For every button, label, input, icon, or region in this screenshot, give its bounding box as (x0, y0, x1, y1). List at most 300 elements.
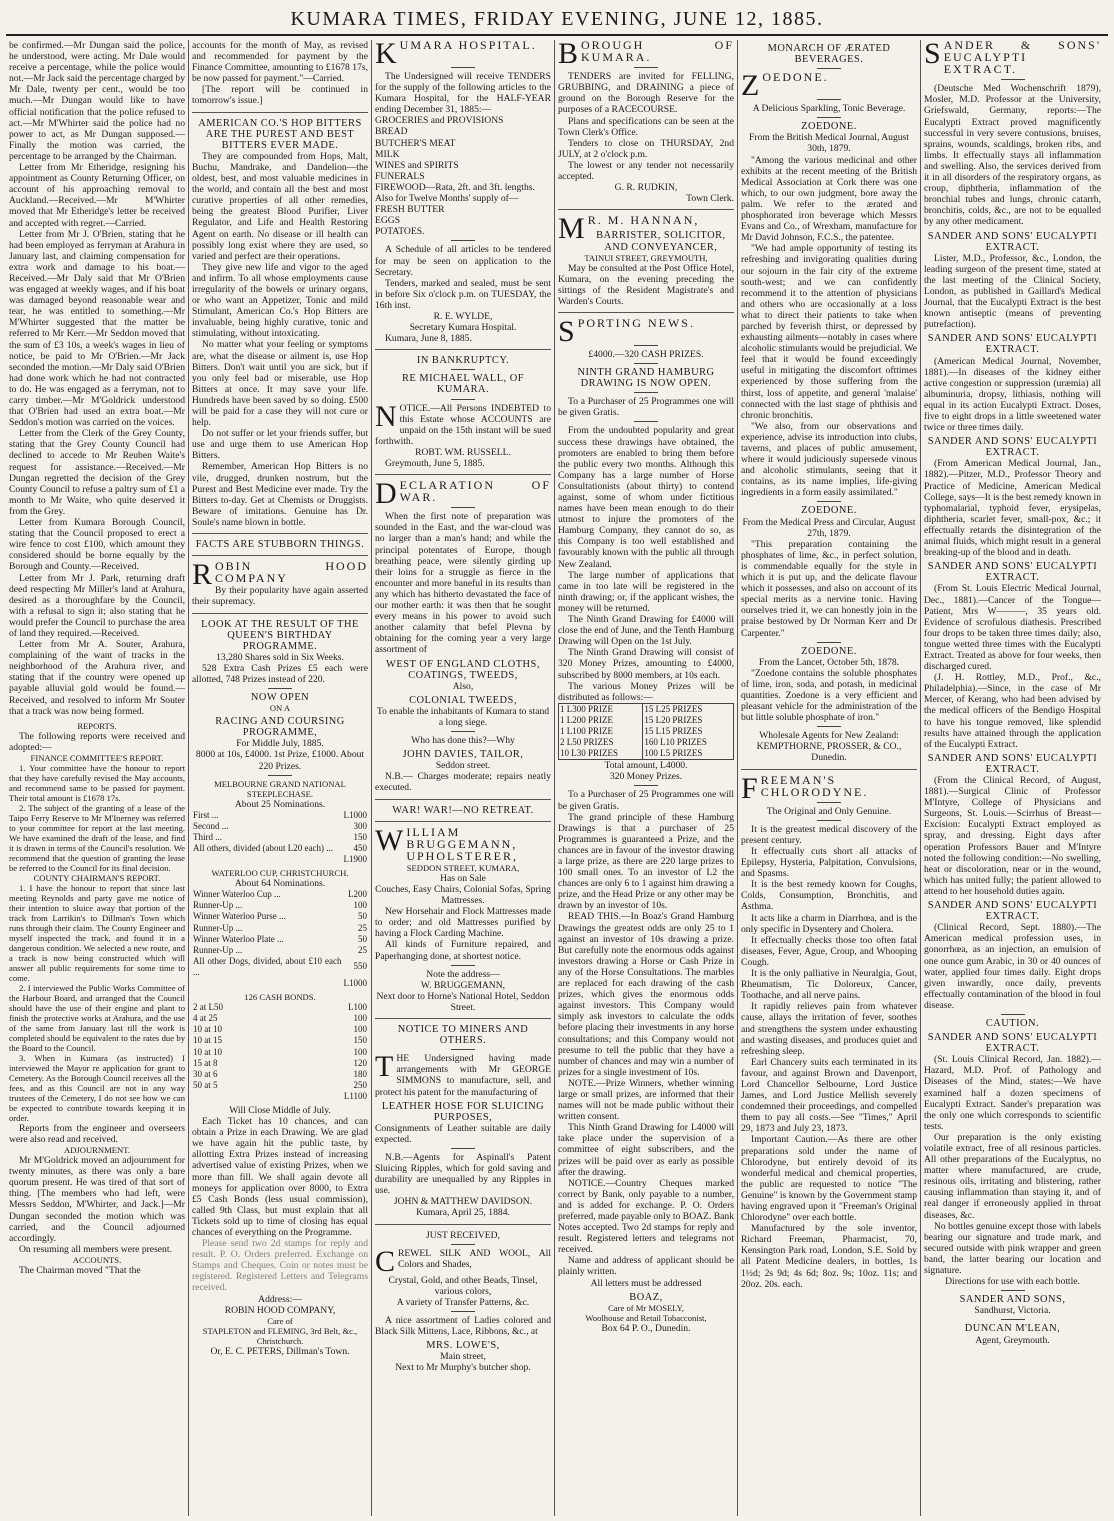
prize-value: 550 (353, 961, 367, 972)
freeman-p10: Manufactured by the sole inventor, Richard Freeman, Pharmacist, 70, Kensington Park road, London, S.E. Sold by all Patent Medicine dealers, in bottles, 1s 1½d; 2s 9d; 4s 6d; 8oz. 9s; 10oz. 11s; and 20oz. 20s. each. (741, 1223, 917, 1290)
drop-cap-r: R (192, 558, 213, 592)
short-rule (634, 345, 658, 346)
short-rule (451, 240, 475, 241)
hospital-item: EGGS (375, 215, 401, 227)
main-street: Main street, (440, 1351, 486, 1363)
newspaper-columns (6, 40, 1108, 1516)
bond-label: 2 at L50 (193, 1002, 223, 1013)
hamburg-p11: Name and address of applicant should be plainly written. (558, 1255, 734, 1278)
prize-total: L1000 (343, 978, 367, 989)
council-p1: be confirmed.—Mr Dungan said the police, he understood, were acting. Mr Dale would receive a percentage, while the police would not.—Mr Jack said the percentage charged by Mr Dale, twenty per cent., would be too much.—Mr Dungan would like to have official notification that the police refused to act.—Mr M'Whirter said the police had no power to act, as Mr Dungan supposed.—Finally the motion was carried, the percentage to be arranged by the Chairman. (9, 40, 185, 162)
hamburg-p5: The various Money Prizes will be distributed as follows:— (558, 680, 734, 703)
who-done: Who has done this?—Why (411, 735, 515, 747)
short-rule (451, 369, 475, 370)
hospital-item: BREAD (375, 126, 408, 138)
reports-intro: The following reports were received and adopted:— (9, 730, 185, 753)
table-row (192, 889, 368, 900)
hospital-item: FUNERALS (375, 170, 425, 182)
table-row (559, 748, 734, 760)
sander-heading: SANDER AND SONS' EUCALYPTI EXTRACT. (927, 900, 1098, 923)
council-p6: Letter from Mr J. Park, returning draft deed respecting Mr Miller's land at Arahura, desired as a thoroughfare by the Council, with a refusal to sign it; also stating that he would prefer the Council to purchase the area of land they required.—Received. (9, 572, 185, 639)
short-rule (451, 1148, 475, 1149)
sander-heading: SANDER AND SONS' EUCALYPTI EXTRACT. (927, 230, 1098, 253)
hamburg-p9: This Ninth Grand Drawing for L4000 will take place under the supervision of a committee of eight subscribers, and the prizes will be paid over as early as possible after the drawing. (558, 1122, 734, 1178)
bruggemann-p1: New Horsehair and Flock Mattresses made to order; and old Mattresses purified by having a Flock Carding Machine. (375, 906, 551, 940)
sander-p3: (American Medical Journal, November, 1881).—In diseases of the kidney either active congestion or suppression (uræmia) all albuminuria, dropsy, lithiasis, nothing will equal in its action Eucalypti Extract. Doses, five to eight drops in a little sweetened water twice or three times daily. (924, 355, 1101, 434)
divider (375, 799, 551, 800)
bond-value: 120 (353, 1057, 367, 1068)
address-label: Address:— (258, 1293, 302, 1305)
prize-label: Second ... (193, 820, 229, 831)
monarch-heading: MONARCH OF ÆRATED BEVERAGES. (767, 43, 891, 66)
prize-value: 300 (353, 820, 367, 831)
money-prizes: 320 Money Prizes. (609, 771, 683, 783)
bond-value: 100 (353, 1013, 367, 1024)
sander-p9: (St. Louis Clinical Record, Jan. 1882).—Hazard, M.D. Prof. of Pathology and Diseases of the Mind, states:—We have examined half a dozen specimens of Eucalypti Extract. Sander's preparation was the only one which corresponds to scientific tests. (924, 1054, 1101, 1132)
freeman-title: REEMAN'S CHLORODYNE. (760, 772, 869, 799)
extra-prizes: 528 Extra Cash Prizes £5 each were allotted, 748 Prizes instead of 220. (192, 662, 368, 685)
short-rule (451, 731, 475, 732)
bond-label: 4 at 25 (193, 1013, 218, 1024)
leather-hose: LEATHER HOSE FOR SLUICING PURPOSES, (381, 1100, 545, 1123)
table-row (192, 978, 368, 989)
robin-hood-title: OBIN HOOD COMPANY (215, 559, 368, 586)
robin-hood-co: ROBIN HOOD COMPANY, (224, 1304, 336, 1316)
prize-cell: 15 L15 PRIZES (643, 726, 734, 737)
bruggemann-street: SEDDON STREET, KUMARA, (406, 862, 520, 873)
hamburg-p10: NOTICE.—Country Cheques marked correct by Bank, only payable to a number, and is added for exchange. P. O. Orders preferred, made payable only to BOAZ. Bank Notes accepted. Two 2d stamps for reply and result. Registered letters and telegrams not received. (558, 1177, 734, 1256)
drop-cap-m: M (558, 212, 585, 246)
table-row (192, 1013, 368, 1024)
drop-cap-k: K (375, 40, 397, 70)
original-genuine: The Original and Only Genuine. (766, 805, 892, 817)
colonial-tweeds: COLONIAL TWEEDS, (409, 694, 517, 706)
divider (192, 533, 368, 534)
divider (375, 474, 551, 475)
short-rule (817, 802, 841, 803)
ninth-hamburg: NINTH GRAND HAMBURG DRAWING IS NOW OPEN. (577, 367, 715, 390)
caution-heading: CAUTION. (985, 1017, 1040, 1029)
short-rule (451, 507, 475, 508)
also: Also, (452, 680, 474, 692)
hop-p2: They give new life and vigor to the aged and infirm. To all whose employments cause irregularity of the bowels or urinary organs, or who want an Appetizer, Tonic and mild Stimulant, American Co.'s Hop Bitters are invaluable, being highly curative, tonic and stimulating, without intoxicating. (192, 261, 368, 340)
sander-p8: (Clinical Record, Sept. 1880).—The American medical profession uses, in gonorrhœa, as an injection, an emulsion of one ounce gum Arabic, in 30 or 40 ounces of water, applied four times daily. Eight drops given inwardly, once daily, prevents effectually contamination of the blood in foul disease. (924, 922, 1101, 1011)
short-rule (451, 1311, 475, 1312)
zoedone-1-p2: "We had ample opportunity of testing its refreshing and invigorating qualities during our sojourn in the fair city of the extreme south-west; and we can confidently recommend it to the attention of physicians and others who are occasionally at a loss what to direct their patients to take when parched by feverish thirst, or depressed by exhausting ailments—notably in cases where alcoholic stimulants would be prejudicial. We feel that it would be found exceedingly useful in mitigating the discomfort ofttimes experienced by those suffering from the thirst, loss of appetite, and general 'malaise' connected with the last stage of phthisis and chronic bronchitis. (741, 243, 917, 421)
zoedone-1-p3: "We also, from our observations and experience, advise its introduction into clubs, taverns, and places of public amusement, where it would judiciously supersede vinous and alcoholic stimulants, seeing that it contains, as its name implies, life-giving ingredients in a form easily assimilated." (741, 420, 917, 499)
enable-text: To enable the inhabitants of Kumara to stand a long siege. (376, 705, 550, 728)
barrister: BARRISTER, SOLICITOR, AND CONVEYANCER, (596, 230, 726, 253)
box-64: Box 64 P. O., Dunedin. (601, 1322, 691, 1334)
crewel-beads: Crystal, Gold, and other Beads, Tinsel, various colors, (388, 1274, 538, 1297)
prize-label: All others, divided (about L20 each) ... (193, 843, 333, 853)
hospital-item: GROCERIES and PROVISIONS (375, 115, 504, 127)
just-received: JUST RECEIVED, (426, 1229, 500, 1241)
sander-p11: No bottles genuine except those with labels bearing our signature and trade mark, and secured outside with pink wrapper and green band, the latter bearing our location and signature. (924, 1220, 1101, 1277)
chairman-p2: 2. I interviewed the Public Works Committee of the Harbour Board, and arranged that the Council should have the use of their engine and plant to finish the protective works at Arahura, and the use of the same from January last till the work is completed should be equivalent to the rates due by the Board to the Council. (9, 982, 185, 1053)
hospital-secretary: Secretary Kumara Hospital. (409, 322, 517, 334)
sander-title: ANDER & SONS' EUCALYPTI EXTRACT. (943, 40, 1101, 77)
table-row (559, 715, 734, 726)
drop-cap-b: B (558, 40, 579, 70)
zoedone-3-p1: "Zoedone contains the soluble phosphates of lime, iron, soda, and potash, in medicinal quantities. Zoedone is a very efficient and pleasant vehicle for the administration of the but little soluble phosphate of iron." (741, 667, 917, 724)
table-row (559, 726, 734, 737)
bruggemann-p2: All kinds of Furniture repaired, and Paperhanging done, at shortest notice. (375, 939, 551, 962)
council-p2: Letter from Mr Etheridge, resigning his appointment as County Returning Officer, on account of his approaching removal to Auckland.—Received.—Mr M'Whirter moved that Mr Etheridge's letter be received and accepted with regret.—Carried. (9, 162, 185, 229)
table-row (192, 1024, 368, 1035)
war-war: WAR! WAR!—NO RETREAT. (392, 804, 534, 816)
prize-value: 50 (358, 933, 367, 944)
short-rule (451, 67, 475, 68)
chairman-p3: 3. When in Kumara (as instructed) I interviewed the Mayor re application for grant to Cemetery. As the Borough Council receives all the fees, and as this Council are not in any way trustees of the Cemetery, I do not see how we can be expected to contribute towards keeping it in order. (9, 1052, 185, 1123)
table-row (192, 854, 368, 865)
zoedone-1-source: From the British Medical Journal, August 30th, 1879. (749, 132, 909, 155)
waterloo-heading: WATERLOO CUP, CHRISTCHURCH. (211, 868, 349, 879)
bond-value: 250 (353, 1079, 367, 1090)
prize-label: All other Dogs, divided, about £10 each ... (193, 955, 342, 977)
masthead (0, 0, 1114, 38)
kempthorne: KEMPTHORNE, PROSSER, & CO., Dunedin. (756, 741, 902, 764)
west-england: WEST OF ENGLAND CLOTHS, COATINGS, TWEEDS, (386, 658, 540, 681)
will-close: Will Close Middle of July. (229, 1104, 331, 1116)
drop-cap-s: S (924, 40, 941, 70)
sander-p4: (From American Medical Journal, Jan., 1882).—Pitzer, M.D., Professor Theory and Practice of Medicine, American Medical College, says—It is the best remedy known in typhomalarial, typhoid fever, erysipelas, diphtheria, scarlet fever, small-pox, &c.; it effectually retards the disintegration of the animal fluids, which might result in a general breaking-up of the blood and in death. (924, 458, 1101, 559)
hospital-item: POTATOES. (375, 226, 425, 238)
has-on-sale: Has on Sale (440, 872, 486, 884)
sander-p10: Our preparation is the only existing volatile extract, free of all resinous particles. All other preparations of the Eucalyptus, no matter where manufactured, are crude, resinous oils, irritating and blistering, rather causing inflammation than staying it, and of real danger if erroneously applied in throat diseases, &c. (924, 1131, 1101, 1221)
on-a: ON A (269, 703, 291, 714)
prize-label: Runner-Up ... (193, 944, 243, 955)
peters-agent: Or, E. C. PETERS, Dillman's Town. (210, 1345, 350, 1357)
racing-heading: RACING AND COURSING PROGRAMME, (215, 716, 345, 739)
borough-title: OROUGH OF KUMARA. (581, 40, 734, 65)
chairman-heading: COUNTY CHAIRMAN'S REPORT. (33, 872, 161, 883)
prize-cell: 1 L100 PRIZE (560, 725, 613, 736)
borough-p2: Plans and specifications can be seen at the Town Clerk's Office. (558, 115, 734, 138)
divider (192, 613, 368, 614)
davidson-date: Kumara, April 25, 1884. (416, 1207, 510, 1219)
prize-cell: 1 L300 PRIZE (560, 703, 613, 714)
prize-cell: 1 L200 PRIZE (560, 714, 613, 725)
sander-heading: SANDER AND SONS' EUCALYPTI EXTRACT. (927, 561, 1098, 584)
prize-label: Winner Waterloo Purse ... (193, 911, 286, 922)
short-rule (817, 117, 841, 118)
prize-value: 100 (353, 900, 367, 911)
column-5 (738, 40, 921, 1516)
borough-p3: Tenders to close on THURSDAY, 2nd JULY, at 2 o'clock p.m. (558, 137, 734, 160)
finance-heading: FINANCE COMMITTEE'S REPORT. (30, 752, 164, 763)
short-rule (1001, 1290, 1025, 1291)
bond-label: 15 at 8 (193, 1057, 218, 1068)
short-rule (268, 775, 292, 776)
sander-p12: Directions for use with each bottle. (945, 1276, 1080, 1288)
bond-value: L100 (348, 1002, 367, 1013)
for-july: For Middle July, 1885. (236, 738, 324, 750)
hamburg-p8: NOTE.—Prize Winners, whether winning large or small prizes, are informed that their names will not be made public without their written consent. (558, 1077, 734, 1123)
short-rule (1001, 79, 1025, 80)
divider (375, 1018, 551, 1019)
short-rule (817, 99, 841, 100)
chairman-p4: Reports from the engineer and overseers were also read and received. (9, 1122, 185, 1145)
prize-table (558, 703, 734, 760)
drop-cap-d: D (375, 477, 397, 511)
drop-cap-c: C (375, 1244, 396, 1278)
zoedone-2-p1: "This preparation containing the phosphates of lime, &c., in perfect solution, is commendable equally for the style in which it is put up, and the delicate flavour which it possesses, and also on account of its special merits as a nervine tonic. Having ourselves tried it, we can honestly join in the praise bestowed by Dr Norman Kerr and Dr Carpenter." (741, 538, 917, 639)
table-row (559, 703, 734, 715)
delicious: A Delicious Sparkling, Tonic Beverage. (752, 103, 906, 115)
hospital-date: Kumara, June 8, 1885. (385, 333, 472, 345)
care-of: Care of (267, 1315, 293, 1326)
bonds-table (192, 1002, 368, 1102)
davidson-name: JOHN & MATTHEW DAVIDSON. (393, 1196, 533, 1208)
bankruptcy-re: RE MICHAEL WALL, OF KUMARA. (401, 373, 525, 396)
now-open: NOW OPEN (250, 692, 310, 704)
bond-total: L1100 (343, 1090, 367, 1101)
short-rule (634, 363, 658, 364)
zoedone-2-heading: ZOEDONE. (801, 505, 857, 517)
hamburg-p12: All letters must be addressed (590, 1277, 702, 1289)
total-amount: Total amount, L4000. (604, 760, 688, 772)
finance-p1: 1. Your committee have the honour to report that they have carefully revised the May accounts, and recommend same to be passed for payment. Their total amount is £1678 17s. (9, 762, 185, 803)
freeman-p2: It effectually cuts short all attacks of Epilepsy, Hysteria, Palpitation, Convulsions, and Spasms. (741, 846, 917, 880)
bond-value: 100 (353, 1024, 367, 1035)
sander-p5: (From St. Louis Electric Medical Journal, Dec., 1881).—Cancer of the Tongue—Patient, Mrs W———, 35 years old. Evidence of scrofulous diathesis. Prescribed four drops to be taken three times daily; also, tongue wetted three times with the Eucalypti Extract. Treated as above for four weeks, then discharged cured. (924, 583, 1101, 673)
prize-value: 150 (353, 831, 367, 842)
zoedone-1-p1: "Among the various medicinal and other exhibits at the recent meeting of the British Medical Association at Cork there was one which, to our own judgment, bore away the palm. We refer to the ærated and phosphorated iron beverage which Messrs Evans and Co., of Wrexham, manufacture for Mr David Johnson, F.C.S., the patentee. (741, 154, 917, 244)
sander-p1: (Deutsche Med Wochenschrift 1879), Mosler, M.D. Professor at the University, Griefswald, Germany, reports:—The Eucalypti Extract proved magnificently successful in very severe contusions, bruises, sprains, wounds, scaldings, broken ribs, and limbs. It effectually stays all inflammation and swelling. Also, the services derived from it in all disorders of the respiratory organs, as croup, diphtheria, inflammation of the bronchial tubes and lungs, chronic catarrh, bronchitis, colds, &c., are not to be equalled by any other medicament. (924, 83, 1101, 228)
prize-value: 25 (358, 922, 367, 933)
freeman-p8: Earl Chancery suits each terminated in its favour, and against Brown and Davenport, Lord Chancellor Selbourne, Lord Justice James, and Lord Justice Mellish severely condemned their proceedings, and compelled them to pay all costs.—See "Times," April 29, 1873 and July 23, 1873. (741, 1056, 917, 1135)
hop-p4: Do not suffer or let your friends suffer, but use and urge them to use American Hop Bitters. (192, 428, 368, 462)
purchaser-gratis: To a Purchaser of 25 Programmes one will be given Gratis. (558, 396, 734, 419)
prize-label: Third ... (193, 831, 222, 842)
short-rule (817, 820, 841, 821)
table-row (192, 1069, 368, 1080)
bond-label: 50 at 5 (193, 1079, 218, 1090)
divider (375, 1224, 551, 1225)
prize-value: 450 (353, 843, 367, 853)
hospital-item: FRESH BUTTER (375, 204, 445, 216)
short-rule (1001, 1319, 1025, 1320)
bond-label: 10 at 10 (193, 1046, 222, 1057)
hospital-also: Also for Twelve Months' supply of— (375, 193, 519, 205)
sander-heading: SANDER AND SONS' EUCALYPTI EXTRACT. (927, 1032, 1098, 1055)
accounts-heading: ACCOUNTS. (72, 1254, 122, 1265)
prize-label: Winner Waterloo Cup ... (193, 889, 281, 900)
hannan-title: R. M. HANNAN, (587, 213, 700, 228)
council-p4: Letter from the Clerk of the Grey County, stating that the Grey County Council had declined to accede to Mr Reuben Waite's request for assistance.—Received.—Mr Dungan regretted the decision of the Grey County Council to refuse a paltry sum of £1 a month to Mr Waite, who quite deserved it from the Grey. (9, 428, 185, 517)
greymouth-date: Greymouth, June 5, 1885. (385, 458, 485, 469)
accounts-cont: accounts for the month of May, as revised and recommended for payment by the Finance Committee, amounting to £1678 17s, be now passed for payment."—Carried. (192, 40, 368, 85)
care-of-mosely: Care of Mr MOSELY, (608, 1302, 684, 1313)
sandhurst: Sandhurst, Victoria. (974, 1305, 1051, 1317)
russell-signature: ROBT. WM. RUSSELL. (415, 446, 511, 458)
mrs-lowes: MRS. LOWE'S, (426, 1340, 500, 1352)
prize-value: L200 (348, 889, 367, 900)
facts-heading: FACTS ARE STUBBORN THINGS. (195, 539, 365, 551)
hospital-title: UMARA HOSPITAL. (399, 40, 537, 52)
table-row (192, 843, 368, 854)
short-rule (634, 67, 658, 68)
hamburg-p7: READ THIS.—In Boaz's Grand Hamburg Drawings the greatest odds are only 25 to 1 against an investor of 10s drawing a prize. But carefully note the enormous odds against investors drawing a Horse or Cash Prize in any of the Horse Consultations. The marbles are replaced for each drawing of the cash prizes, which gives the enormous odds against investors. This Company would simply ask investors to calculate the odds before placing their investments in any horse consultations; and this Company would not presume to tell the public that they have a number of chances and may win a number of prizes for a single investment of 10s. (558, 911, 734, 1078)
sander-p6: (J. H. Rottley, M.D., Prof., &c., Philadelphia).—Since, in the case of Mr Mercer, of Kerang, who had been advised by the medical officers of the Bendigo Hospital to have his tongue removed, like splendid results have attained through the application of the Eucalypti Extract. (924, 672, 1101, 750)
prize-cell: 160 L10 PRIZES (643, 737, 734, 748)
look-heading: LOOK AT THE RESULT OF THE QUEEN'S BIRTHDAY PROGRAMME. (201, 618, 359, 652)
prize-cell: 15 L20 PRIZES (643, 715, 734, 726)
freeman-p5: It effectually checks those too often fatal diseases, Fever, Ague, Croup, and Whooping Cough. (741, 934, 917, 968)
hannan-p1: May be consulted at the Post Office Hotel, Kumara, on the evening preceding the sittings of the Resident Magistrate's and Warden's Courts. (558, 262, 734, 307)
prize-cell: 2 L50 PRIZES (560, 737, 614, 748)
sander-heading: SANDER AND SONS' EUCALYPTI EXTRACT. (927, 333, 1098, 356)
adjournment-p1: Mr M'Goldrick moved an adjournment for twenty minutes, as there was only a bare quorum present. He was tired of that sort of thing. [The members who had left, were Messrs Seddon, M'Whirter, and Jack.]—Mr Dungan seconded the motion which was carried, and the Council adjourned accordingly. (9, 1155, 185, 1244)
hospital-item: BUTCHER'S MEAT (375, 137, 456, 149)
ticket-text: Each Ticket has 10 chances, and can obtain a Prize in each Drawing. We are glad we have again hit the public taste, by allotting Extra Prizes instead of increasing advertised value of existing Prizes, when we more than fill. We shall again devote all moneys for application over 8000, to Extra £5 Cash Bonds (less usual commission), called 9th Class, but must explain that all Tickets sold up to time of closing has equal chances of everything on the Programme. (192, 1116, 368, 1238)
prize-label: First ... (193, 809, 219, 820)
table-row (192, 832, 368, 843)
freeman-p6: It is the only palliative in Neuralgia, Gout, Rheumatism, Tic Doloreux, Cancer, Toothache, and all nerve pains. (741, 968, 917, 1002)
report-continued: [The report will be continued in tomorrow's issue.] (192, 84, 368, 107)
prize-value: L1000 (343, 809, 367, 820)
table-row (192, 1035, 368, 1046)
eight-thousand: 8000 at 10s, £4000. 1st Prize, £1000. About 220 Prizes. (195, 749, 365, 772)
short-rule (451, 965, 475, 966)
table-row (192, 1047, 368, 1058)
adjournment-heading: ADJOURNMENT. (64, 1145, 130, 1156)
town-clerk: Town Clerk. (686, 193, 734, 205)
prize-label: Runner-Up ... (193, 922, 243, 933)
table-row (192, 900, 368, 911)
bruggemann-title: ILLIAM BRUGGEMANN, UPHOLSTERER, (406, 824, 519, 863)
prize-total: L1900 (343, 854, 367, 865)
table-row (192, 1002, 368, 1013)
short-rule (268, 688, 292, 689)
short-rule (817, 726, 841, 727)
seddon-street: Seddon street. (435, 760, 491, 772)
divider (192, 112, 368, 113)
adjournment-p2: On resuming all members were present. (19, 1243, 172, 1255)
please-send: Please send two 2d stamps for reply and result. P. O. Orders preferred. Exchange on Stamps and Cheques. Coin or notes must be registered. Registered Letters and Telegrams received. (192, 1238, 368, 1294)
davies-nb: N.B.— Charges moderate; repairs neatly executed. (375, 771, 551, 794)
finance-p2: 2. The subject of the granting of a lease of the Taipo Ferry Reserve to Mr M'Inerney was referred to your committee for report at the last meeting. We have examined the draft of the lease, and find it is drawn in terms of the Council's resolution. We recommend that the question of granting the lease be referred to the Council for its final decision. (9, 802, 185, 873)
hop-bitters-heading: AMERICAN CO.'S HOP BITTERS ARE THE PUREST AND BEST BITTERS EVER MADE. (198, 117, 362, 151)
council-p5: Letter from Kumara Borough Council, stating that the Council proposed to erect a wire fence to cost £100, which amount they considered should be borne equally by the Borough and County.—Received. (9, 517, 185, 573)
short-rule (451, 399, 475, 400)
bonds-heading: 126 CASH BONDS. (244, 992, 316, 1003)
robin-hood-sub: By their popularity have again asserted their supremacy. (192, 585, 368, 608)
column-6 (921, 40, 1104, 1516)
short-rule (817, 501, 841, 502)
divider (192, 555, 368, 556)
freeman-p4: It acts like a charm in Diarrhœa, and is the only specific in Dysentery and Cholera. (741, 912, 917, 935)
accounts-p1: The Chairman moved "That the (19, 1264, 141, 1276)
hospital-item: WINES and SPIRITS (375, 159, 459, 171)
short-rule (1001, 1014, 1025, 1015)
wholesale-agents: Wholesale Agents for New Zealand: (759, 730, 899, 742)
zoedone-2-source: From the Medical Press and Circular, August 27th, 1879. (742, 516, 916, 539)
divider (375, 349, 551, 350)
miners-heading: NOTICE TO MINERS AND OTHERS. (397, 1024, 529, 1047)
council-p7: Letter from Mr A. Souter, Arahura, complaining of the want of tracks in the neighborhood of the Arahura river, and stating that if the country were opened up payable alluvial gold would be found.—Received, and resolved to inform Mr Souter that a track was now being formed. (9, 639, 185, 717)
table-row (192, 934, 368, 945)
short-rule (634, 785, 658, 786)
melbourne-heading: MELBOURNE GRAND NATIONAL STEEPLECHASE. (214, 778, 346, 799)
freeman-p3: It is the best remedy known for Coughs, Colds, Consumption, Bronchitis, and Asthma. (741, 879, 917, 913)
sander-p7: (From the Clinical Record, of August, 1881).—Surgical Clinic of Professor M'Intyre, College of Physicians and Surgeons, St. Louis.—Scirrhus of Breast—Excision: Eucalypti Extract employed as spray, and dressing. Eight days after operation Professors Bauer and M'Intyre noted the following condition:—No swelling, heat or discoloration, near or in the wound, which has united fully; the patient allowed to attend to her household duties again. (924, 775, 1101, 897)
drop-cap-n: N (375, 399, 397, 433)
miners-p1: HE Undersigned having made arrangements with Mr GEORGE SIMMONS to manufacture, sell, and protect his patent for the manufacturing of (375, 1053, 551, 1098)
rudkin-signature: G. R. RUDKIN, (614, 182, 678, 194)
woolhouse: Woolhouse and Retail Tobacconist, (585, 1312, 707, 1323)
council-p3: Letter from Mr J. O'Brien, stating that he had been employed as ferryman at Arahura in January last, and claiming compensation for extra work and damage to his boat.—Received.—Mr Daly said that Mr O'Brien was engaged at weekly wages, and if his boat was damaged beyond reasonable wear and tear, he was entitled to something.—Mr M'Whirter suggested that the matter be referred to Mr Kerr.—Mr Seddon moved that the sum of £3 10s, a week's wages in lieu of notice, be paid to Mr O'Brien.—Mr Jack seconded the motion.—Mr Daly said O'Brien had done work which he had not contracted to do. He was engaged as a ferryman, not to carry timber.—Mr M'Goldrick understood that O'Brien had used an extra boat.—Mr Seddon's motion was carried on the voices. (9, 228, 185, 429)
bond-label: 10 at 15 (193, 1035, 222, 1046)
hamburg-p6: The grand principle of these Hamburg Drawings is that a purchaser of 25 Programmes is guaranteed a Prize, and the chances are in favour of the investor drawing a large prize, as there are 220 large prizes to 100 small ones. To an investor of L2 the chances are only 6 to 1 against him drawing a prize, and the Head Prize or any other may be drawn by an investor of 10s. (558, 811, 734, 912)
next-door: Next door to Horne's National Hotel, Seddon Street. (376, 990, 550, 1013)
divider (558, 312, 734, 313)
divider (558, 209, 734, 210)
table-row (192, 923, 368, 934)
bruggemann-items: Couches, Easy Chairs, Colonial Sofas, Spring Mattresses. (375, 884, 551, 907)
table-row (192, 810, 368, 821)
divider (375, 821, 551, 822)
purchaser-gratis-2: To a Purchaser of 25 Programmes one will be given Gratis. (558, 789, 734, 812)
mittens-text: A nice assortment of Ladies colored and Black Silk Mittens, Lace, Ribbons, &c., at (375, 1314, 551, 1337)
sander-heading: SANDER AND SONS' EUCALYPTI EXTRACT. (927, 752, 1098, 775)
aspinall-nb: N.B.—Agents for Aspinall's Patent Sluicing Ripples, which for gold saving and durability are unequalled by any Ripples in use. (375, 1151, 551, 1197)
hospital-tenders: Tenders, marked and sealed, must be sent in before Six o'clock p.m. on TUESDAY, the 16th inst. (375, 277, 551, 311)
bruggemann-name: W. BRUGGEMANN, (420, 979, 506, 991)
duncan-mclean: DUNCAN M'LEAN, (964, 1323, 1061, 1335)
melbourne-table (192, 810, 368, 865)
boaz-name: BOAZ, (629, 1291, 663, 1303)
consignments: Consignments of Leather suitable are daily expected. (375, 1122, 551, 1145)
hamburg-p3: The Ninth Grand Drawing for £4000 will close the end of June, and the Tenth Hamburg Drawing will Open on the 1st July. (558, 614, 734, 648)
chairman-p1: 1. I have the honour to report that since last meeting Reynolds and party gave me notice of their intention to sluice away that portion of the track from Larrikin's to Dillman's Town which runs through their claim. The County Engineer and myself inspected the track, and found it in a dangerous condition. We selected a new route, and a track is now being constructed which will answer all public requirements for some time to come. (9, 882, 185, 983)
sander-heading: SANDER AND SONS' EUCALYPTI EXTRACT. (927, 436, 1098, 459)
about-25: About 25 Nominations. (234, 798, 326, 810)
waterloo-table (192, 889, 368, 989)
short-rule (634, 421, 658, 422)
short-rule (817, 642, 841, 643)
sander-sons: SANDER AND SONS, (959, 1294, 1066, 1306)
column-4 (555, 40, 738, 1516)
hospital-schedule: A Schedule of all articles to be tendered for may be seen on application to the Secretary. (375, 244, 551, 278)
cash-prizes: £4000.—320 CASH PRIZES. (588, 348, 704, 360)
short-rule (451, 1049, 475, 1050)
sporting-title: PORTING NEWS. (577, 315, 695, 330)
prize-cell: 15 L25 PRIZES (643, 703, 734, 715)
hop-p3: No matter what your feeling or symptoms are, what the disease or ailment is, use Hop Bitters. Don't wait until you are sick, but if you only feel bad or miserable, use Hop Bitters at once. It may save your life. Hundreds have been saved by so doing. £500 will be paid for a case they will not cure or help. (192, 339, 368, 429)
prize-cell: 100 L5 PRIZES (643, 748, 734, 760)
drop-cap-w: W (375, 823, 404, 857)
hamburg-p1: From the undoubted popularity and great success these drawings have obtained, the promoters are enabled to bring them before the public every two months. Although this Company has a large number of Horse Consultationists (about thirty) to contend against, some of whom under fictitious names have been mean enough to do their utmost to injure the promoters of the Hamburg Company, they cannot do so, as this Company is too well established and favourably known with the public all through New Zealand. (558, 425, 734, 570)
war-p1: When the first note of preparation was sounded in the East, and the war-cloud was no larger than a man's hand; and while the principal potentates of Europe, though breathing peace, were silently girding up their loins for a struggle as fierce in the encounter and more baneful in its results than any which has hitherto devastated the face of our mother earth: it was then that he sought every means in his power to avoid such another calamity that befel Plevna by obtaining for the coming year a very large assortment of (375, 511, 551, 656)
note-address: Note the address— (426, 968, 500, 980)
column-3 (372, 40, 555, 1516)
bond-value: 180 (353, 1068, 367, 1079)
bond-label: 30 at 6 (193, 1068, 218, 1079)
drop-cap-z: Z (741, 69, 760, 103)
masthead-rule (6, 34, 1108, 36)
drop-cap-s: S (558, 314, 575, 348)
tainui-street: TAINUI STREET, GREYMOUTH, (584, 252, 708, 263)
john-davies: JOHN DAVIES, TAILOR, (402, 749, 524, 761)
reports-heading: REPORTS. (77, 720, 117, 731)
crewel-title: REWEL SILK AND WOOL, All Colors and Shades, (398, 1247, 551, 1270)
drop-cap-f: F (741, 771, 758, 805)
hospital-item: MILK (375, 148, 400, 160)
column-1 (6, 40, 189, 1516)
borough-p1: TENDERS are invited for FELLING, GRUBBING, and DRAINING a piece of ground on the Borough Reserve for the purposes of a RACECOURSE. (558, 71, 734, 116)
